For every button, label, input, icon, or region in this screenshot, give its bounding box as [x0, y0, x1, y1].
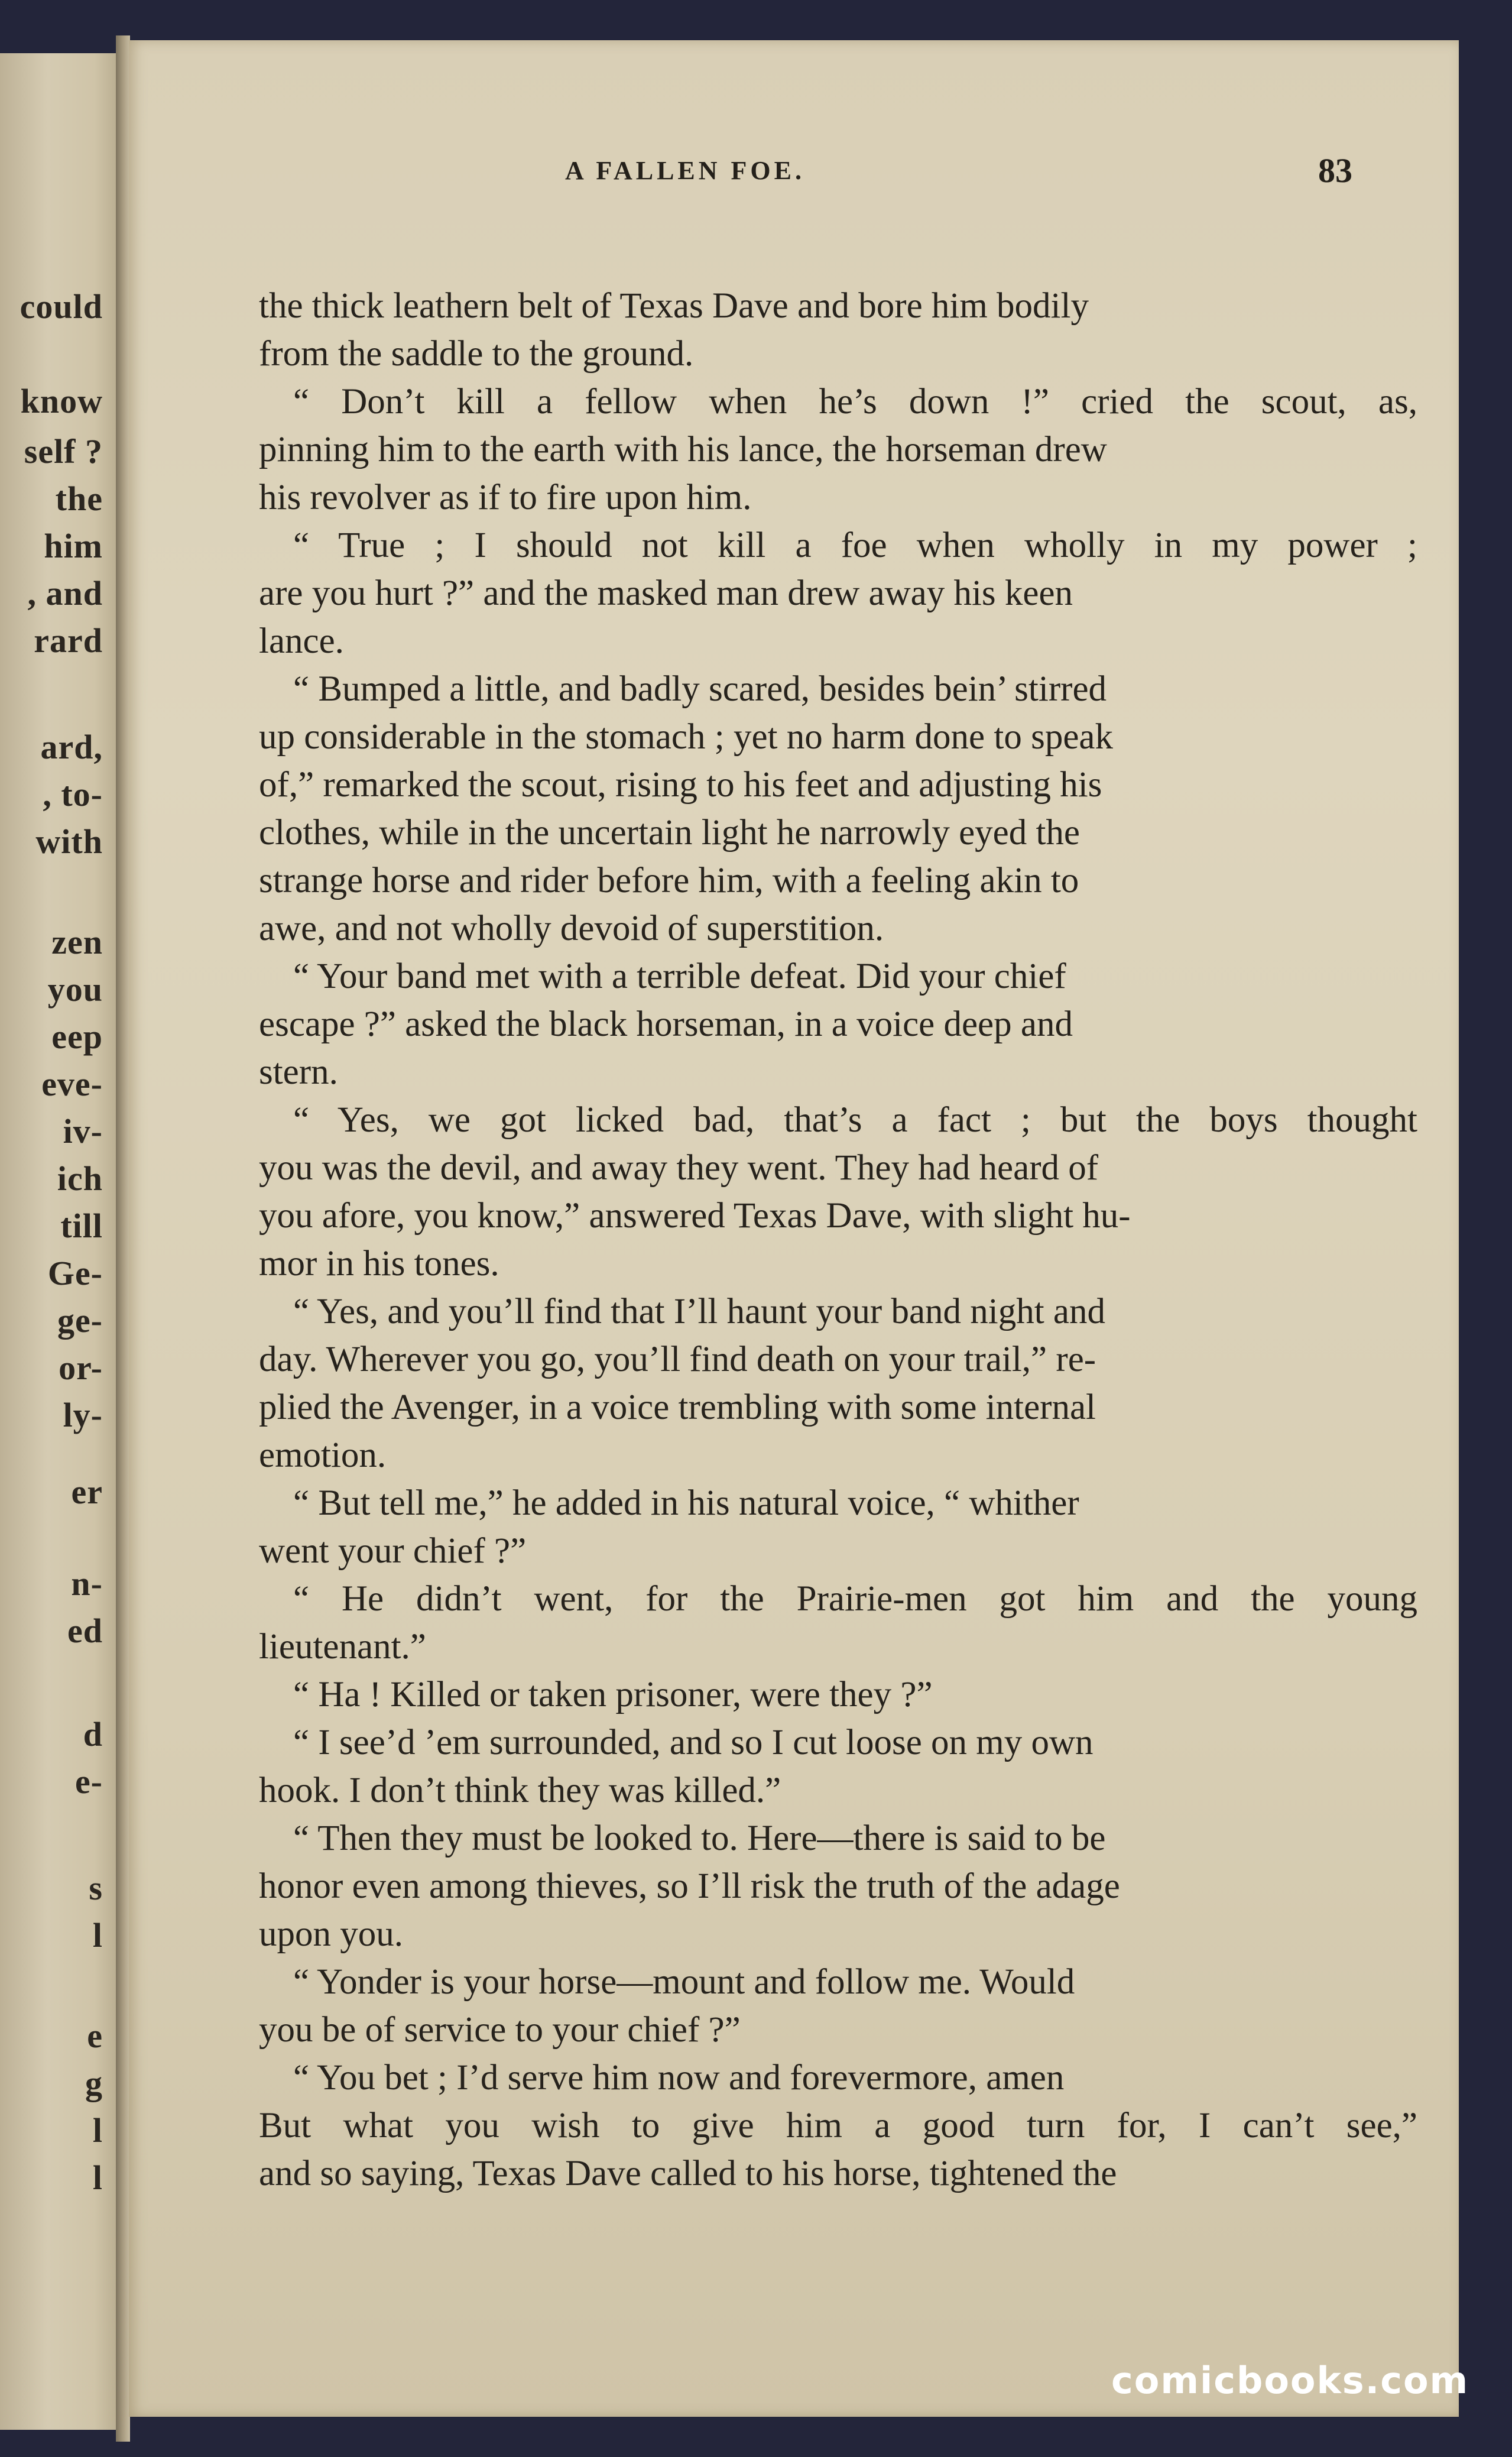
- page-header: [129, 151, 1459, 209]
- left-page-fragment: d: [83, 1715, 103, 1753]
- line-text: you was the devil, and away they went. They had heard of: [259, 1148, 1099, 1188]
- text-line: [129, 857, 1459, 905]
- left-page-fragment: know: [20, 382, 103, 420]
- text-line: [129, 474, 1459, 521]
- text-line: [129, 1911, 1459, 1958]
- text-line: [129, 1145, 1459, 1192]
- left-page-fragment: ge-: [57, 1301, 103, 1340]
- text-line: [129, 1815, 1459, 1862]
- left-page-fragment: Ge-: [47, 1254, 103, 1292]
- text-line: [129, 761, 1459, 809]
- text-line: [129, 666, 1459, 713]
- line-text: you be of service to your chief ?”: [259, 2010, 741, 2050]
- line-text: mor in his tones.: [259, 1244, 499, 1283]
- line-text: “ Then they must be looked to. Here—there is said to be: [293, 1819, 1106, 1858]
- line-text: “ Yes, and you’ll find that I’ll haunt your band night and: [293, 1292, 1105, 1331]
- left-page-fragment: er: [71, 1473, 103, 1511]
- text-line: [129, 2150, 1459, 2197]
- left-page-fragment: e: [87, 2017, 103, 2055]
- text-line: [129, 283, 1459, 330]
- line-text: strange horse and rider before him, with a feeling akin to: [259, 861, 1079, 900]
- running-head: A FALLEN FOE.: [565, 156, 806, 185]
- text-line: [129, 1863, 1459, 1910]
- left-page-fragment: s: [89, 1869, 103, 1907]
- left-page-fragment: iv-: [63, 1112, 103, 1150]
- left-page-fragment: eep: [51, 1017, 103, 1056]
- left-page-fragment: ed: [67, 1612, 103, 1650]
- text-line: [129, 1623, 1459, 1671]
- text-line: [129, 1576, 1459, 1623]
- line-text: “ Yes, we got licked bad, that’s a fact ; but the boys thought: [293, 1100, 1417, 1140]
- line-text: the thick leathern belt of Texas Dave and bore him bodily: [259, 286, 1089, 326]
- text-line: [129, 2102, 1459, 2150]
- text-line: [129, 378, 1459, 426]
- left-page-fragment: the: [55, 479, 103, 518]
- line-text: “ Bumped a little, and badly scared, besides bein’ stirred: [293, 669, 1107, 709]
- left-page-fragment: l: [92, 1916, 103, 1954]
- text-line: [129, 1671, 1459, 1719]
- line-text: escape ?” asked the black horseman, in a voice deep and: [259, 1004, 1073, 1044]
- left-page-fragment: n-: [71, 1564, 103, 1603]
- text-line: [129, 953, 1459, 1000]
- page-number: 83: [1318, 151, 1352, 190]
- line-text: hook. I don’t think they was killed.”: [259, 1771, 781, 1810]
- line-text: plied the Avenger, in a voice trembling with some internal: [259, 1388, 1096, 1427]
- text-line: [129, 2054, 1459, 2102]
- text-line: [129, 2007, 1459, 2054]
- book-gutter: [116, 35, 130, 2442]
- line-text: lance.: [259, 621, 344, 661]
- line-text: “ He didn’t went, for the Prairie-men got him and the young: [293, 1579, 1417, 1619]
- text-line: [129, 1288, 1459, 1336]
- left-page-fragment: rard: [34, 621, 103, 660]
- text-line: [129, 330, 1459, 378]
- text-line: [129, 1001, 1459, 1048]
- left-page-fragment: with: [35, 822, 103, 861]
- left-page-fragment: l: [92, 2158, 103, 2197]
- line-text: went your chief ?”: [259, 1531, 527, 1571]
- text-line: [129, 809, 1459, 857]
- line-text: you afore, you know,” answered Texas Dave, with slight hu-: [259, 1196, 1131, 1236]
- line-text: “ Your band met with a terrible defeat. Did your chief: [293, 957, 1066, 996]
- line-text: awe, and not wholly devoid of superstition.: [259, 909, 884, 948]
- left-page-fragment: could: [20, 287, 103, 326]
- line-text: pinning him to the earth with his lance, the horseman drew: [259, 430, 1107, 469]
- line-text: of,” remarked the scout, rising to his feet and adjusting his: [259, 765, 1102, 805]
- text-line: [129, 618, 1459, 665]
- text-line: [129, 1192, 1459, 1240]
- line-text: clothes, while in the uncertain light he narrowly eyed the: [259, 813, 1081, 853]
- line-text: his revolver as if to fire upon him.: [259, 478, 752, 517]
- line-text: “ Don’t kill a fellow when he’s down !” cried the scout, as,: [293, 382, 1417, 422]
- text-line: [129, 1959, 1459, 2006]
- left-page-fragment: ly-: [63, 1396, 103, 1434]
- text-line: [129, 1480, 1459, 1527]
- text-line: [129, 522, 1459, 569]
- line-text: are you hurt ?” and the masked man drew away his keen: [259, 573, 1073, 613]
- text-line: [129, 1384, 1459, 1431]
- line-text: “ But tell me,” he added in his natural voice, “ whither: [293, 1483, 1079, 1523]
- left-page-fragment: , and: [27, 574, 103, 612]
- line-text: stern.: [259, 1052, 338, 1092]
- left-page-fragment: or-: [59, 1349, 103, 1387]
- left-page-fragment: till: [60, 1207, 103, 1245]
- left-page-fragment: you: [47, 970, 103, 1009]
- left-page-fragment: zen: [51, 923, 103, 961]
- text-line: [129, 1240, 1459, 1288]
- line-text: lieutenant.”: [259, 1627, 426, 1667]
- line-text: “ Ha ! Killed or taken prisoner, were they ?”: [293, 1675, 933, 1714]
- line-text: and so saying, Texas Dave called to his horse, tightened the: [259, 2154, 1117, 2193]
- text-line: [129, 905, 1459, 952]
- left-page-fragment: , to-: [43, 775, 103, 813]
- line-text: day. Wherever you go, you’ll find death on your trail,” re-: [259, 1340, 1096, 1379]
- text-line: [129, 1767, 1459, 1814]
- text-line: [129, 714, 1459, 761]
- text-line: [129, 426, 1459, 474]
- left-page-fragment: self ?: [24, 432, 103, 471]
- line-text: “ You bet ; I’d serve him now and forevermore, amen: [293, 2058, 1065, 2098]
- line-text: “ True ; I should not kill a foe when wholly in my power ;: [293, 526, 1417, 565]
- left-page-fragment: g: [85, 2064, 103, 2102]
- left-page-fragment: ard,: [40, 728, 103, 766]
- line-text: emotion.: [259, 1435, 387, 1475]
- text-line: [129, 1336, 1459, 1383]
- line-text: from the saddle to the ground.: [259, 334, 694, 374]
- text-line: [129, 570, 1459, 617]
- line-text: But what you wish to give him a good turn for, I can’t see,”: [259, 2106, 1417, 2145]
- line-text: “ Yonder is your horse—mount and follow me. Would: [293, 1962, 1075, 2002]
- site-watermark: comicbooks.com: [1111, 2359, 1469, 2402]
- previous-page-edge: [0, 53, 118, 2430]
- left-page-fragment: eve-: [41, 1065, 103, 1103]
- line-text: up considerable in the stomach ; yet no harm done to speak: [259, 717, 1113, 757]
- left-page-fragment: e-: [74, 1762, 103, 1801]
- text-line: [129, 1719, 1459, 1766]
- text-line: [129, 1432, 1459, 1479]
- line-text: honor even among thieves, so I’ll risk the truth of the adage: [259, 1866, 1120, 1906]
- text-line: [129, 1097, 1459, 1144]
- text-line: [129, 1049, 1459, 1096]
- left-page-fragment: him: [44, 527, 103, 565]
- line-text: “ I see’d ’em surrounded, and so I cut loose on my own: [293, 1723, 1094, 1762]
- line-text: upon you.: [259, 1914, 403, 1954]
- text-line: [129, 1528, 1459, 1575]
- left-page-fragment: l: [92, 2111, 103, 2150]
- left-page-fragment: ich: [57, 1159, 103, 1198]
- book-page: [129, 40, 1459, 2417]
